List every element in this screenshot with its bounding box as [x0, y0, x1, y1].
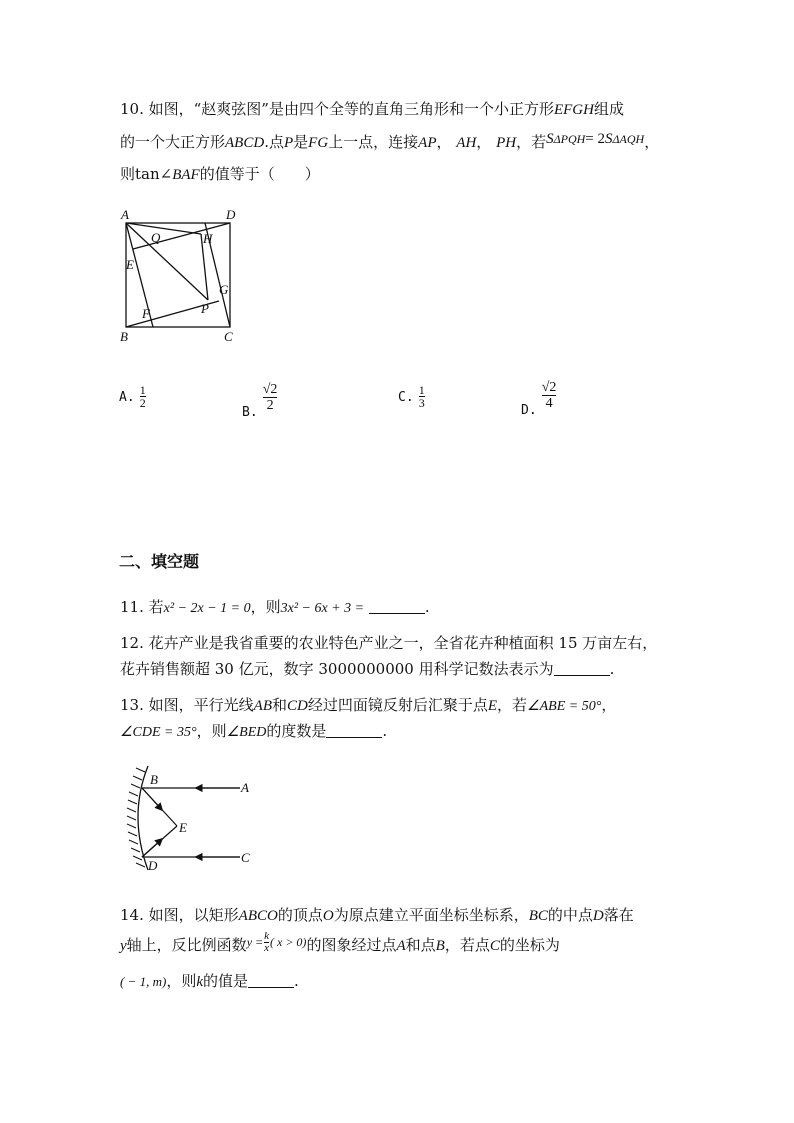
section-title: 二、填空题	[119, 552, 200, 571]
q13-cd: CD	[287, 698, 308, 714]
option-label: C.	[398, 390, 414, 405]
q14-answer-blank[interactable]	[248, 973, 294, 988]
q10-option-c[interactable]	[398, 384, 425, 409]
label-a: A	[241, 780, 249, 795]
q10-text: 的值等于（ ）	[199, 165, 320, 183]
label-q: Q	[151, 230, 161, 245]
label-e: E	[179, 820, 187, 835]
q12-number: 12.	[120, 634, 144, 652]
q11-text: ，则	[250, 598, 281, 616]
q13-figure	[110, 760, 270, 880]
q10-option-a[interactable]	[119, 384, 146, 409]
q14-abco: ABCO	[238, 908, 278, 924]
option-fraction: $\frac{1}{2}$	[139, 383, 146, 410]
q13-line2: ∠CDE = 35°，则∠BED的度数是 .	[120, 722, 388, 740]
q10-text: .点	[264, 133, 284, 151]
q14-coord: ( − 1, m)	[120, 974, 167, 989]
q13-text: 如图，平行光线	[148, 696, 254, 714]
q12-line1	[120, 632, 657, 653]
q10-line1	[120, 98, 624, 119]
label-a: A	[121, 207, 129, 222]
q10-area-condition: SΔPQH= 2SΔAQH	[546, 131, 645, 147]
q10-seg-ah: AH	[456, 135, 477, 151]
label-d: D	[148, 858, 158, 873]
q14-number: 14.	[120, 906, 144, 924]
label-c: C	[241, 850, 250, 865]
q14-line3: ( − 1, m)，则k的值是 .	[120, 972, 299, 990]
q13-e: E	[487, 698, 498, 714]
option-label: B.	[242, 405, 258, 420]
q14-d: D	[592, 908, 604, 924]
q13-ab: AB	[253, 698, 272, 714]
option-label: D.	[521, 403, 537, 418]
q11-answer-blank[interactable]	[369, 599, 425, 614]
q11-equation: x² − 2x − 1 = 0	[163, 601, 251, 616]
q12-line2: 花卉销售额超 30 亿元，数字 3000000000 用科学记数法表示为 .	[120, 660, 615, 678]
q10-text: 组成	[593, 100, 624, 118]
label-b: B	[120, 329, 128, 344]
q13-angle1: ∠ABE = 50°	[527, 699, 602, 714]
q11-line: 11. 若x² − 2x − 1 = 0，则3x² − 6x + 3 = .	[120, 598, 430, 616]
q10-text: ，若	[516, 133, 547, 151]
q14-line1: 14. 如图，以矩形ABCO的顶点O为原点建立平面坐标坐标系，BC的中点D落在	[120, 906, 634, 924]
q12-text: 花卉产业是我省重要的农业特色产业之一，全省花卉种植面积 15 万亩左右，	[148, 634, 658, 652]
q10-number: 10.	[120, 100, 144, 118]
q11-text: 若	[148, 598, 164, 616]
q11-number: 11.	[120, 598, 144, 616]
q12-answer-blank[interactable]	[554, 661, 610, 676]
q10-text: 如图，“赵爽弦图”是由四个全等的直角三角形和一个小正方形	[148, 100, 554, 118]
label-d: D	[226, 207, 236, 222]
q14-c: C	[489, 938, 500, 954]
label-f: F	[142, 306, 150, 321]
q10-option-d[interactable]	[521, 380, 557, 418]
q13-line1: 13. 如图，平行光线AB和CD经过凹面镜反射后汇聚于点E，若∠ABE = 50°，	[120, 696, 617, 714]
ray-be-arrow	[142, 788, 162, 810]
q10-line3	[120, 163, 320, 184]
q14-b: B	[435, 938, 445, 954]
q10-text: 则tan∠	[120, 165, 173, 183]
q10-line2: 的一个大正方形ABCD.点P是FG上一点，连接AP， AH， PH，若SΔPQH= 2SΔAQH，	[120, 131, 660, 151]
q10-option-b[interactable]	[242, 382, 278, 420]
q10-text: 上一点，连接	[328, 133, 419, 151]
mirror-arc	[138, 766, 148, 870]
label-c: C	[224, 329, 233, 344]
option-fraction: $\frac{√2}{2}$	[262, 382, 278, 413]
q10-seg-ph: PH	[496, 135, 517, 151]
q13-number: 13.	[120, 696, 144, 714]
q14-o: O	[322, 908, 334, 924]
q12-text: 花卉销售额超 30 亿元，数字 3000000000 用科学记数法表示为	[120, 660, 554, 678]
label-e: E	[126, 257, 134, 272]
q10-text: 是	[293, 133, 309, 151]
option-fraction: $\frac{1}{3}$	[418, 383, 425, 410]
q10-figure	[115, 205, 245, 345]
q14-bc: BC	[528, 908, 548, 924]
q14-line2: y轴上，反比例函数 y = $\frac{k}{x}$ ( x > 0) 的图象经过点A和点B，若点C的坐标为	[120, 929, 560, 954]
ray-de-arrow	[142, 839, 162, 857]
q13-angle2: ∠CDE = 35°	[120, 725, 197, 740]
label-p: P	[201, 301, 209, 316]
q14-k: k	[196, 974, 204, 990]
q10-seg-fg: FG	[308, 135, 329, 151]
q14-function: y = $\frac{k}{x}$ ( x > 0)	[246, 929, 307, 954]
option-label: A.	[119, 390, 135, 405]
q10-seg-ap: AP	[418, 135, 437, 151]
q11-expression: 3x² − 6x + 3 =	[280, 601, 365, 616]
q14-a: A	[396, 938, 406, 954]
q13-answer-blank[interactable]	[326, 723, 382, 738]
q10-point-p: P	[283, 135, 294, 151]
segment-de	[133, 223, 230, 249]
q10-text: 的一个大正方形	[120, 133, 226, 151]
label-b: B	[150, 772, 158, 787]
q13-angle3: ∠BED	[226, 725, 267, 740]
option-fraction: $\frac{√2}{4}$	[541, 380, 557, 411]
segment-ah	[126, 223, 201, 234]
segment-ap	[126, 223, 208, 300]
q10-angle: BAF	[172, 167, 200, 183]
q10-small-square: EFGH	[553, 102, 594, 118]
q10-big-square: ABCD	[225, 135, 265, 151]
label-g: G	[219, 282, 229, 297]
q14-y: y	[120, 938, 127, 954]
label-h: H	[203, 231, 213, 246]
